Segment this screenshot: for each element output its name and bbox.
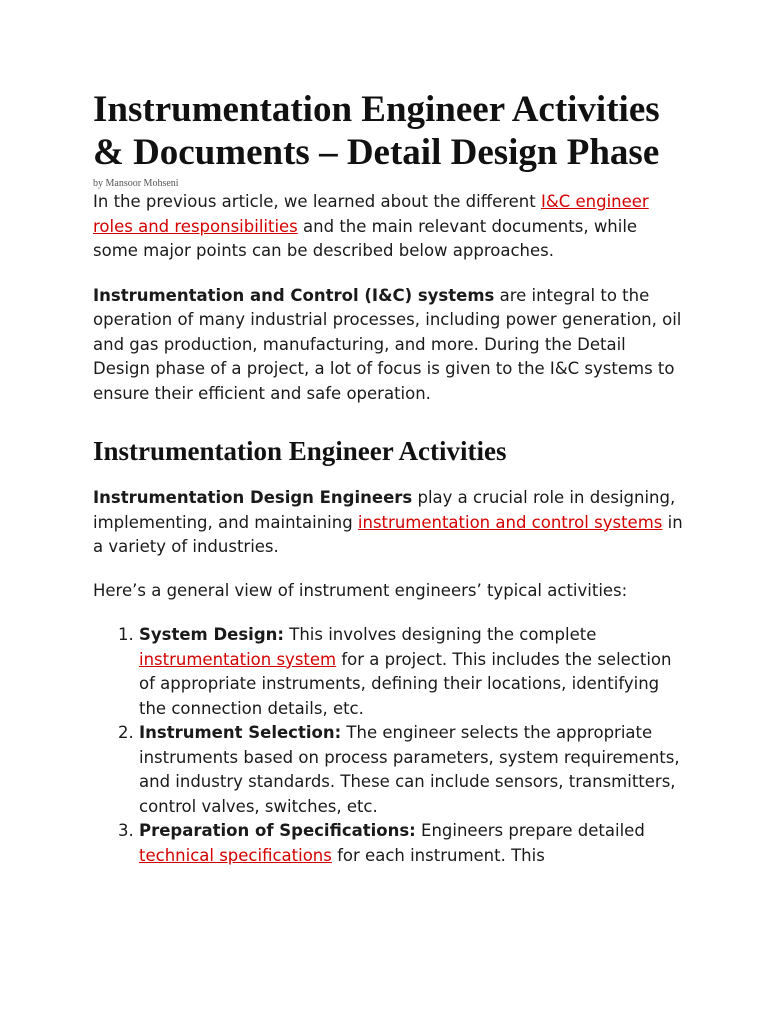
page-title: Instrumentation Engineer Activities & Documents – Detail Design Phase	[93, 89, 660, 173]
design-engineers-text-before: play a crucial role in designing, implementing, and maintaining	[93, 488, 676, 532]
instrumentation-system-link[interactable]: instrumentation system	[139, 649, 337, 669]
list-item	[139, 623, 683, 721]
section-heading: Instrumentation Engineer Activities	[93, 436, 507, 466]
list-item	[139, 721, 683, 819]
activity-text-after: for a project. This includes the selection of appropriate instruments, defining their locations, identifying the connection details, etc.	[139, 649, 672, 718]
ic-systems-paragraph	[93, 284, 683, 407]
ic-systems-link[interactable]: instrumentation and control systems	[357, 512, 663, 532]
overview-paragraph: Here’s a general view of instrument engineers’ typical activities:	[93, 580, 628, 600]
activities-list	[93, 623, 683, 868]
document-page	[93, 88, 683, 868]
ic-systems-bold: Instrumentation and Control (I&C) systems	[93, 285, 495, 305]
activity-text-before: This involves designing the complete	[284, 625, 597, 644]
design-engineers-bold: Instrumentation Design Engineers	[93, 488, 413, 507]
intro-paragraph	[93, 190, 683, 264]
list-item	[139, 819, 683, 868]
ic-roles-link[interactable]: I&C engineer roles and responsibilities	[93, 192, 649, 236]
design-engineers-text-after: in a variety of industries.	[93, 512, 683, 556]
technical-specifications-link[interactable]: technical specifications	[139, 845, 332, 865]
activity-title: Preparation of Specifications:	[139, 821, 416, 840]
activity-text-before: Engineers prepare detailed	[415, 821, 645, 840]
author-byline: by Mansoor Mohseni	[93, 178, 179, 189]
design-engineers-paragraph	[93, 486, 683, 560]
intro-text-after: and the main relevant documents, while some major points can be described below approaches.	[93, 216, 638, 260]
activity-text-before: The engineer selects the appropriate instruments based on process parameters, system requirements, and industry standards. These can include sensors, transmitters, control valves, switches, etc.	[139, 723, 680, 816]
intro-text-before: In the previous article, we learned about the different	[93, 192, 541, 211]
activity-text-after: for each instrument. This	[331, 845, 545, 865]
activity-title: Instrument Selection:	[139, 723, 342, 742]
activity-title: System Design:	[139, 625, 284, 644]
ic-systems-text: are integral to the operation of many industrial processes, including power generation, oil and gas production, manufacturing, and more. During the Detail Design phase of a project, a lot of focus is given to the I&C systems to ensure their efficient and safe operation.	[93, 285, 682, 403]
